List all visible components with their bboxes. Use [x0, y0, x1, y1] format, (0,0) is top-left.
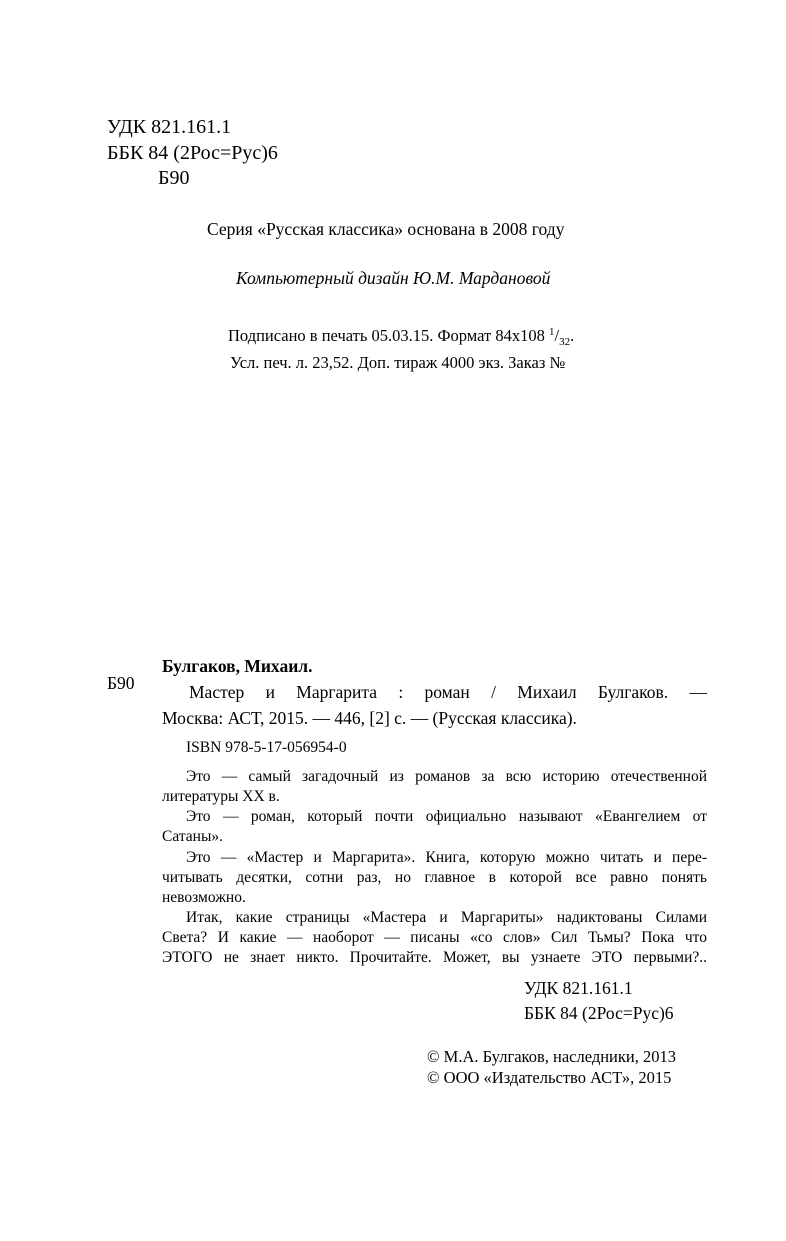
catalog-title-line2: Москва: АСТ, 2015. — 446, [2] с. — (Русская классика).	[162, 708, 577, 728]
annotation-line: Света? И какие — наоборот — писаны «со слов» Сил Тьмы? Пока что	[162, 929, 707, 946]
copyright-line1: © М.А. Булгаков, наследники, 2013	[427, 1047, 676, 1066]
annotation-line: Сатаны».	[162, 828, 223, 845]
print-info-line2: Усл. печ. л. 23,52. Доп. тираж 4000 экз. Заказ №	[230, 353, 566, 372]
annotation-line: читывать десятки, сотни раз, но главное в которой все равно понять	[162, 869, 707, 886]
format-fraction-end: .	[570, 326, 575, 345]
annotation-line: Итак, какие страницы «Мастера и Маргариты» надиктованы Силами	[186, 909, 707, 926]
format-fraction-denominator: 32	[559, 336, 571, 348]
copyright-line2: © ООО «Издательство АСТ», 2015	[427, 1068, 672, 1087]
annotation-line: невозможно.	[162, 889, 246, 906]
catalog-isbn: ISBN 978-5-17-056954-0	[186, 739, 347, 756]
format-fraction-slash: /	[554, 326, 560, 345]
catalog-author: Булгаков, Михаил.	[162, 656, 313, 676]
header-author-mark: Б90	[158, 167, 190, 189]
annotation-line: ЭТОГО не знает никто. Прочитайте. Может, вы узнаете ЭТО первыми?..	[162, 949, 707, 966]
print-info-text: Подписано в печать 05.03.15. Формат 84x108	[228, 326, 545, 345]
catalog-title-line1: Мастер и Маргарита : роман / Михаил Булгаков. —	[189, 682, 707, 702]
footer-bbk: ББК 84 (2Рос=Рус)6	[524, 1003, 674, 1023]
design-credit: Компьютерный дизайн Ю.М. Мардановой	[236, 268, 551, 288]
series-line: Серия «Русская классика» основана в 2008 году	[207, 219, 565, 239]
print-info-line1	[228, 327, 574, 348]
catalog-author-mark: Б90	[107, 673, 135, 693]
annotation-line: Это — самый загадочный из романов за всю историю отечественной	[186, 768, 707, 785]
format-fraction-numerator: 1	[549, 326, 555, 338]
header-bbk: ББК 84 (2Рос=Рус)6	[107, 142, 278, 164]
annotation-line: Это — «Мастер и Маргарита». Книга, которую можно читать и пере-	[186, 849, 707, 866]
annotation-line: литературы XX в.	[162, 788, 280, 805]
header-udk: УДК 821.161.1	[107, 116, 232, 138]
footer-udk: УДК 821.161.1	[524, 978, 633, 998]
annotation-line: Это — роман, который почти официально называют «Евангелием от	[186, 808, 707, 825]
